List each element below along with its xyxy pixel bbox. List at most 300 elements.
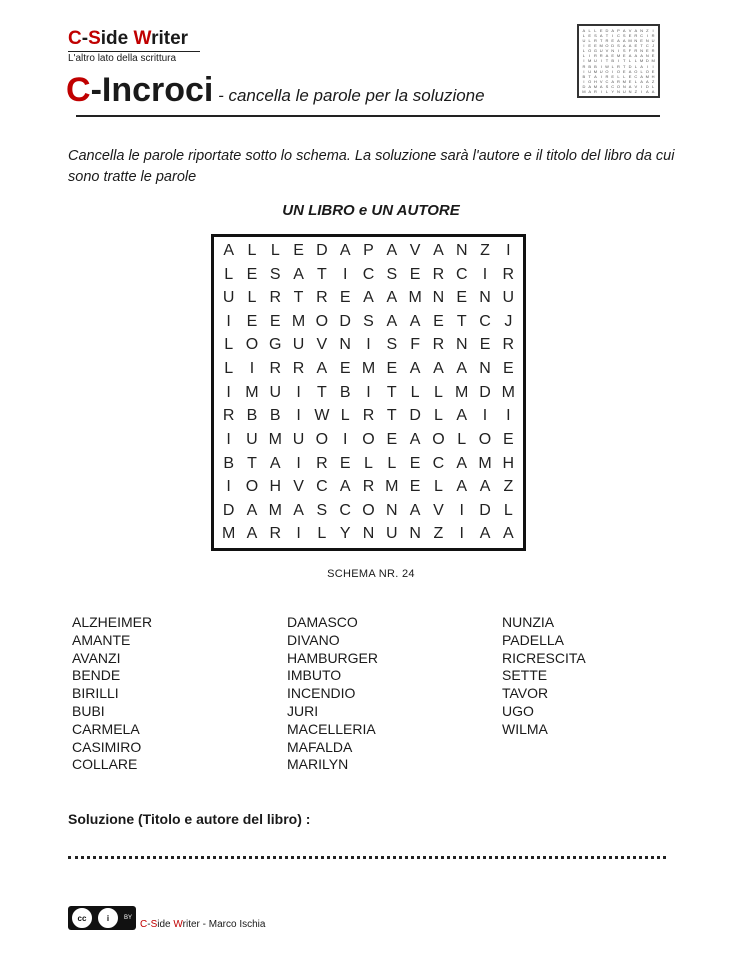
thumbnail-cell: L (594, 28, 597, 33)
grid-cell[interactable]: N (479, 289, 491, 307)
grid-cell[interactable]: I (296, 383, 301, 401)
grid-cell[interactable]: L (433, 383, 443, 401)
grid-cell[interactable]: E (409, 265, 421, 283)
word-list-column-3 (502, 614, 586, 739)
grid-cell[interactable]: U (292, 336, 305, 354)
thumbnail-cell: T (623, 58, 626, 64)
word-list-item: MARILYN (287, 756, 349, 773)
thumbnail-cell: I (652, 63, 654, 69)
grid-cell[interactable]: T (293, 289, 304, 307)
grid-cell[interactable]: M (268, 430, 282, 448)
grid-cell[interactable]: E (503, 430, 514, 448)
grid-cell[interactable]: L (433, 478, 443, 496)
grid-cell[interactable]: E (433, 312, 444, 330)
grid-cell[interactable]: A (479, 525, 491, 543)
grid-cell[interactable]: R (269, 289, 282, 307)
grid-cell[interactable]: I (296, 454, 301, 472)
grid-cell[interactable]: L (503, 501, 513, 519)
grid-cell[interactable]: R (432, 336, 445, 354)
grid-cell[interactable]: E (409, 454, 421, 472)
grid-cell[interactable]: D (339, 312, 351, 330)
thumbnail-cell: L (605, 88, 609, 94)
thumbnail-cell: S (622, 33, 626, 39)
thumbnail-cell: I (641, 88, 643, 94)
grid-cell[interactable]: B (269, 407, 281, 425)
grid-cell[interactable]: R (222, 407, 235, 425)
grid-cell[interactable]: C (316, 478, 328, 496)
thumbnail-cell: A (622, 38, 626, 44)
grid-cell[interactable]: I (342, 430, 348, 448)
grid-cell[interactable]: W (314, 407, 330, 425)
thumbnail-cell: L (588, 38, 591, 44)
thumbnail-cell: I (589, 53, 591, 59)
grid-cell[interactable]: I (459, 525, 464, 543)
grid-cell[interactable]: R (316, 289, 328, 307)
thumbnail-cell: I (600, 73, 602, 79)
thumbnail-cell: O (588, 48, 592, 54)
grid-cell[interactable]: N (362, 525, 375, 543)
grid-cell[interactable]: U (386, 525, 398, 543)
thumbnail-cell: E (651, 53, 655, 59)
grid-cell[interactable]: O (478, 430, 492, 448)
thumbnail-cell: O (605, 43, 609, 49)
grid-cell[interactable]: R (316, 454, 328, 472)
thumbnail-cell: A (640, 78, 643, 84)
grid-cell[interactable]: I (226, 383, 231, 401)
thumbnail-cell: L (628, 58, 632, 64)
thumbnail-cell: I (583, 68, 585, 74)
grid-cell[interactable]: O (315, 430, 329, 448)
grid-cell[interactable]: A (503, 525, 514, 543)
grid-cell[interactable]: A (409, 501, 421, 519)
grid-cell[interactable]: A (293, 501, 304, 519)
word-list-item: DAMASCO (287, 614, 358, 630)
word-list-item: TAVOR (502, 685, 549, 702)
grid-cell[interactable]: C (455, 265, 468, 283)
grid-cell[interactable]: V (433, 501, 444, 519)
thumbnail-cell: W (605, 63, 609, 69)
thumbnail-cell: M (599, 43, 603, 49)
grid-cell[interactable]: D (222, 501, 235, 519)
grid-cell[interactable]: N (386, 501, 398, 519)
schema-label: SCHEMA NR. 24 (327, 568, 415, 580)
thumbnail-cell: A (599, 33, 603, 39)
grid-cell[interactable]: A (409, 360, 421, 378)
grid-cell[interactable]: F (410, 336, 420, 354)
word-list-item: WILMA (502, 720, 548, 737)
grid-cell[interactable]: A (339, 478, 351, 496)
grid-cell[interactable]: U (502, 289, 515, 307)
grid-cell[interactable]: U (292, 430, 305, 448)
thumbnail-cell: M (593, 68, 598, 74)
grid-cell[interactable]: D (409, 407, 421, 425)
thumbnail-cell: M (622, 78, 626, 84)
thumbnail-cell: E (599, 28, 603, 33)
thumbnail-cell: M (616, 53, 621, 59)
thumbnail-cell: N (611, 48, 615, 54)
grid-cell[interactable]: I (249, 360, 255, 378)
thumbnail-cell: M (645, 73, 649, 79)
thumbnail-cell: I (612, 33, 614, 39)
grid-cell[interactable]: L (457, 430, 467, 448)
grid-cell[interactable]: G (269, 336, 282, 354)
grid-cell[interactable]: R (269, 525, 282, 543)
thumbnail-cell: L (640, 68, 643, 74)
grid-cell[interactable]: U (269, 383, 282, 401)
grid-cell[interactable]: Z (433, 525, 444, 543)
thumbnail-cell: E (646, 48, 649, 54)
grid-cell[interactable]: A (386, 289, 398, 307)
thumbnail-cell: R (651, 48, 655, 54)
grid-cell[interactable]: A (293, 265, 304, 283)
title-divider (76, 115, 660, 117)
thumbnail-cell: E (651, 68, 655, 74)
by-label: BY (124, 915, 133, 921)
thumbnail-cell: I (583, 43, 585, 49)
thumbnail-cell: E (628, 33, 632, 39)
thumbnail-cell: I (600, 88, 602, 94)
thumbnail-cell: E (588, 43, 591, 49)
grid-cell[interactable]: S (316, 501, 328, 519)
grid-cell[interactable]: E (456, 289, 468, 307)
thumbnail-cell: M (651, 58, 655, 64)
grid-cell[interactable]: S (386, 336, 398, 354)
grid-cell[interactable]: B (223, 454, 234, 472)
grid-cell[interactable]: I (459, 501, 464, 519)
grid-cell[interactable]: R (292, 360, 305, 378)
word-list-item: CARMELA (72, 720, 140, 737)
thumbnail-cell: T (640, 43, 643, 49)
thumbnail-cell: A (588, 88, 591, 94)
grid-cell[interactable]: O (362, 430, 375, 448)
thumbnail-cell: E (628, 73, 632, 79)
grid-cell[interactable]: O (432, 430, 445, 448)
grid-cell[interactable]: N (409, 525, 421, 543)
thumbnail-cell: N (634, 38, 638, 44)
thumbnail-cell: I (646, 33, 648, 39)
thumbnail-cell: S (617, 43, 620, 49)
thumbnail-cell: A (611, 78, 615, 84)
thumbnail-cell: F (628, 48, 632, 54)
grid-cell[interactable]: D (479, 501, 491, 519)
thumbnail-cell: V (634, 83, 638, 89)
grid-cell[interactable]: L (224, 360, 234, 378)
grid-cell[interactable]: M (291, 312, 306, 330)
grid-cell[interactable]: L (387, 454, 397, 472)
grid-cell[interactable]: L (247, 289, 257, 307)
grid-cell[interactable]: R (362, 407, 375, 425)
grid-cell[interactable]: L (270, 242, 280, 259)
grid-cell[interactable]: L (224, 265, 234, 283)
thumbnail-cell: A (640, 63, 643, 69)
thumbnail-cell: E (622, 53, 626, 59)
grid-cell[interactable]: M (455, 383, 469, 401)
thumbnail-cell: A (617, 38, 620, 44)
grid-cell[interactable]: O (362, 501, 375, 519)
thumbnail-cell: M (587, 58, 592, 64)
solution-label: Soluzione (Titolo e autore del libro) : (68, 811, 311, 827)
word-list-item: AVANZI (72, 649, 121, 666)
word-list-item: RICRESCITA (502, 649, 586, 666)
thumbnail-cell: N (640, 28, 644, 33)
thumbnail-cell: N (628, 88, 632, 94)
grid-cell[interactable]: N (432, 289, 445, 307)
grid-cell[interactable]: M (245, 383, 259, 401)
grid-cell[interactable]: R (502, 265, 515, 283)
grid-cell[interactable]: A (456, 478, 468, 496)
grid-cell[interactable]: V (293, 478, 304, 496)
thumbnail-cell: E (594, 43, 597, 49)
thumbnail-cell: R (605, 38, 609, 44)
grid-cell[interactable]: M (361, 360, 376, 378)
grid-cell[interactable]: A (409, 312, 421, 330)
grid-cell[interactable]: P (363, 242, 374, 259)
grid-cell[interactable]: A (246, 501, 258, 519)
thumbnail-cell: E (622, 68, 626, 74)
grid-cell[interactable]: Z (503, 478, 514, 496)
grid-cell[interactable]: J (504, 312, 513, 330)
thumbnail-cell: R (617, 63, 620, 69)
word-list-item: MACELLERIA (287, 720, 376, 737)
grid-cell[interactable]: I (506, 242, 511, 259)
thumbnail-cell: J (652, 43, 655, 49)
thumbnail-cell: A (640, 73, 643, 79)
grid-cell[interactable]: N (479, 360, 491, 378)
grid-cell[interactable]: A (316, 360, 328, 378)
grid-cell[interactable]: E (339, 289, 351, 307)
thumbnail-cell: L (623, 73, 626, 79)
grid-cell[interactable]: T (316, 265, 327, 283)
thumbnail-cell: O (634, 68, 638, 74)
thumbnail-cell: V (605, 48, 609, 54)
thumbnail-cell: I (600, 58, 602, 64)
grid-cell[interactable]: E (409, 478, 421, 496)
grid-cell[interactable]: C (339, 501, 351, 519)
thumbnail-cell: T (605, 58, 609, 64)
grid-cell[interactable]: T (316, 383, 327, 401)
word-list-column-1 (72, 614, 152, 774)
thumbnail-cell: E (640, 38, 643, 44)
thumbnail-cell: U (582, 38, 586, 44)
thumbnail-cell: T (599, 38, 603, 44)
word-list-item: CASIMIRO (72, 738, 142, 755)
grid-cell[interactable]: A (479, 478, 491, 496)
thumbnail-cell: Y (611, 88, 615, 94)
thumbnail-cell: P (617, 28, 620, 33)
thumbnail-cell: N (640, 48, 644, 54)
grid-cell[interactable]: A (386, 242, 398, 259)
word-list-item: ALZHEIMER (72, 614, 153, 630)
grid-cell[interactable]: N (455, 242, 468, 259)
thumbnail-cell: L (634, 58, 637, 64)
thumbnail-cell: A (605, 53, 609, 59)
grid-cell[interactable]: A (223, 242, 234, 259)
thumbnail-cell: O (616, 68, 621, 74)
grid-cell[interactable]: L (410, 383, 420, 401)
thumbnail-cell: E (611, 53, 615, 59)
grid-cell[interactable]: T (386, 407, 397, 425)
grid-cell[interactable]: T (247, 454, 257, 472)
thumbnail-cell: O (605, 68, 609, 74)
grid-cell[interactable]: O (245, 336, 259, 354)
thumbnail-cell: A (651, 88, 655, 94)
thumbnail-cell: S (622, 48, 626, 54)
brand-underline (68, 51, 200, 52)
thumbnail-cell: C (645, 43, 649, 49)
grid-cell[interactable]: C (432, 454, 445, 472)
thumbnail-cell: I (583, 58, 585, 64)
grid-cell[interactable]: I (296, 407, 301, 425)
word-list-item: INCENDIO (287, 685, 356, 702)
grid-cell[interactable]: T (386, 383, 397, 401)
grid-cell[interactable]: I (342, 265, 348, 283)
grid-cell[interactable]: S (269, 265, 281, 283)
grid-cell[interactable]: A (363, 289, 374, 307)
grid-cell[interactable]: A (456, 454, 468, 472)
grid-cell[interactable]: E (479, 336, 491, 354)
word-list-item: SETTE (502, 667, 548, 684)
thumbnail-cell: A (634, 28, 638, 33)
grid-cell[interactable]: R (362, 478, 375, 496)
grid-cell[interactable]: E (269, 312, 281, 330)
grid-cell[interactable]: O (315, 312, 329, 330)
grid-cell[interactable]: M (268, 501, 282, 519)
word-list-item: COLLARE (72, 756, 138, 773)
grid-cell[interactable]: U (222, 289, 235, 307)
word-list-item: JURI (287, 702, 319, 719)
grid-cell[interactable]: N (339, 336, 351, 354)
grid-cell[interactable]: H (502, 454, 515, 472)
thumbnail-cell: C (617, 33, 620, 39)
thumbnail-cell: R (599, 53, 603, 59)
grid-cell[interactable]: L (224, 336, 234, 354)
grid-cell[interactable]: E (246, 265, 258, 283)
grid-cell[interactable]: D (316, 242, 328, 259)
grid-cell[interactable]: M (478, 454, 492, 472)
grid-cell[interactable]: I (506, 407, 511, 425)
grid-cell[interactable]: E (503, 360, 514, 378)
grid-cell[interactable]: E (386, 360, 398, 378)
grid-cell[interactable]: E (293, 242, 304, 259)
word-list-item: PADELLA (502, 631, 564, 648)
grid-cell[interactable]: R (502, 336, 515, 354)
grid-cell[interactable]: D (479, 383, 491, 401)
grid-cell[interactable]: A (409, 430, 421, 448)
grid-cell[interactable]: M (385, 478, 399, 496)
grid-cell[interactable]: A (456, 407, 468, 425)
grid-cell[interactable]: E (246, 312, 258, 330)
thumbnail-cell: S (605, 83, 609, 89)
grid-cell[interactable]: V (409, 242, 421, 259)
grid-cell[interactable]: E (386, 430, 398, 448)
thumbnail-cell: E (611, 73, 615, 79)
grid-cell[interactable]: L (433, 407, 443, 425)
grid-cell[interactable]: A (246, 525, 258, 543)
brand-logo: C-Side Writer (68, 28, 189, 49)
thumbnail-cell: I (646, 63, 648, 69)
grid-cell[interactable]: L (317, 525, 327, 543)
grid-cell[interactable]: U (246, 430, 258, 448)
grid-cell[interactable]: I (226, 478, 231, 496)
grid-cell[interactable]: I (366, 336, 371, 354)
thumbnail-cell: E (588, 33, 591, 39)
thumbnail-cell: M (639, 58, 644, 64)
grid-cell[interactable]: A (456, 360, 468, 378)
grid-cell[interactable]: A (269, 454, 281, 472)
thumbnail-cell: C (640, 33, 644, 39)
grid-cell[interactable]: S (363, 312, 374, 330)
thumbnail-cell: U (599, 68, 603, 74)
grid-cell[interactable]: A (339, 242, 351, 259)
thumbnail-cell: O (616, 83, 621, 89)
thumbnail-cell: T (623, 63, 626, 69)
grid-cell[interactable]: M (501, 383, 515, 401)
grid-cell[interactable]: L (247, 242, 257, 259)
word-list-item: HAMBURGER (287, 649, 379, 666)
grid-cell[interactable]: I (296, 525, 301, 543)
thumbnail-cell: L (634, 78, 637, 84)
grid-cell[interactable]: A (386, 312, 398, 330)
grid-cell[interactable]: M (221, 525, 236, 543)
word-list-item: DIVANO (287, 631, 340, 648)
grid-cell[interactable]: Z (480, 242, 490, 259)
grid-cell[interactable]: V (316, 336, 328, 354)
grid-cell[interactable]: I (226, 430, 231, 448)
grid-cell[interactable]: C (479, 312, 491, 330)
grid-cell[interactable]: H (269, 478, 282, 496)
thumbnail-cell: I (583, 78, 585, 84)
grid-cell[interactable]: I (366, 383, 371, 401)
grid-cell[interactable]: E (339, 360, 351, 378)
grid-cell[interactable]: Y (339, 525, 351, 543)
grid-cell[interactable]: R (432, 265, 445, 283)
thumbnail-cell: A (628, 53, 632, 59)
grid-cell[interactable]: M (408, 289, 422, 307)
thumbnail-cell: O (588, 78, 592, 84)
grid-cell[interactable]: S (386, 265, 398, 283)
grid-cell[interactable]: E (339, 454, 351, 472)
thumbnail-cell: N (617, 88, 620, 94)
grid-cell[interactable]: T (456, 312, 467, 330)
thumbnail-cell: A (582, 28, 586, 33)
thumbnail-cell: L (611, 63, 614, 69)
thumbnail-cell: I (617, 58, 620, 64)
thumbnail-cell: I (617, 48, 620, 54)
word-list-item: BENDE (72, 667, 121, 684)
grid-cell[interactable]: A (433, 360, 444, 378)
grid-cell[interactable]: N (455, 336, 468, 354)
thumbnail-cell: A (646, 88, 649, 94)
grid-cell[interactable]: C (362, 265, 375, 283)
grid-cell[interactable]: B (339, 383, 351, 401)
grid-cell[interactable]: L (364, 454, 373, 472)
grid-cell[interactable]: A (433, 242, 444, 259)
word-list-column-2 (287, 614, 378, 774)
cc-license-badge (68, 906, 136, 930)
grid-cell[interactable]: O (245, 478, 259, 496)
solution-answer-line[interactable] (68, 846, 666, 859)
grid-cell[interactable]: B (246, 407, 258, 425)
thumbnail-cell: L (617, 73, 620, 79)
grid-cell[interactable]: L (340, 407, 350, 425)
grid-cell[interactable]: R (269, 360, 282, 378)
thumbnail-cell: U (599, 48, 603, 54)
grid-cell[interactable]: I (482, 407, 488, 425)
thumbnail-cell: R (593, 38, 597, 44)
grid-cell[interactable]: I (226, 312, 231, 330)
grid-cell[interactable]: I (482, 265, 488, 283)
thumbnail-cell: I (652, 28, 654, 33)
